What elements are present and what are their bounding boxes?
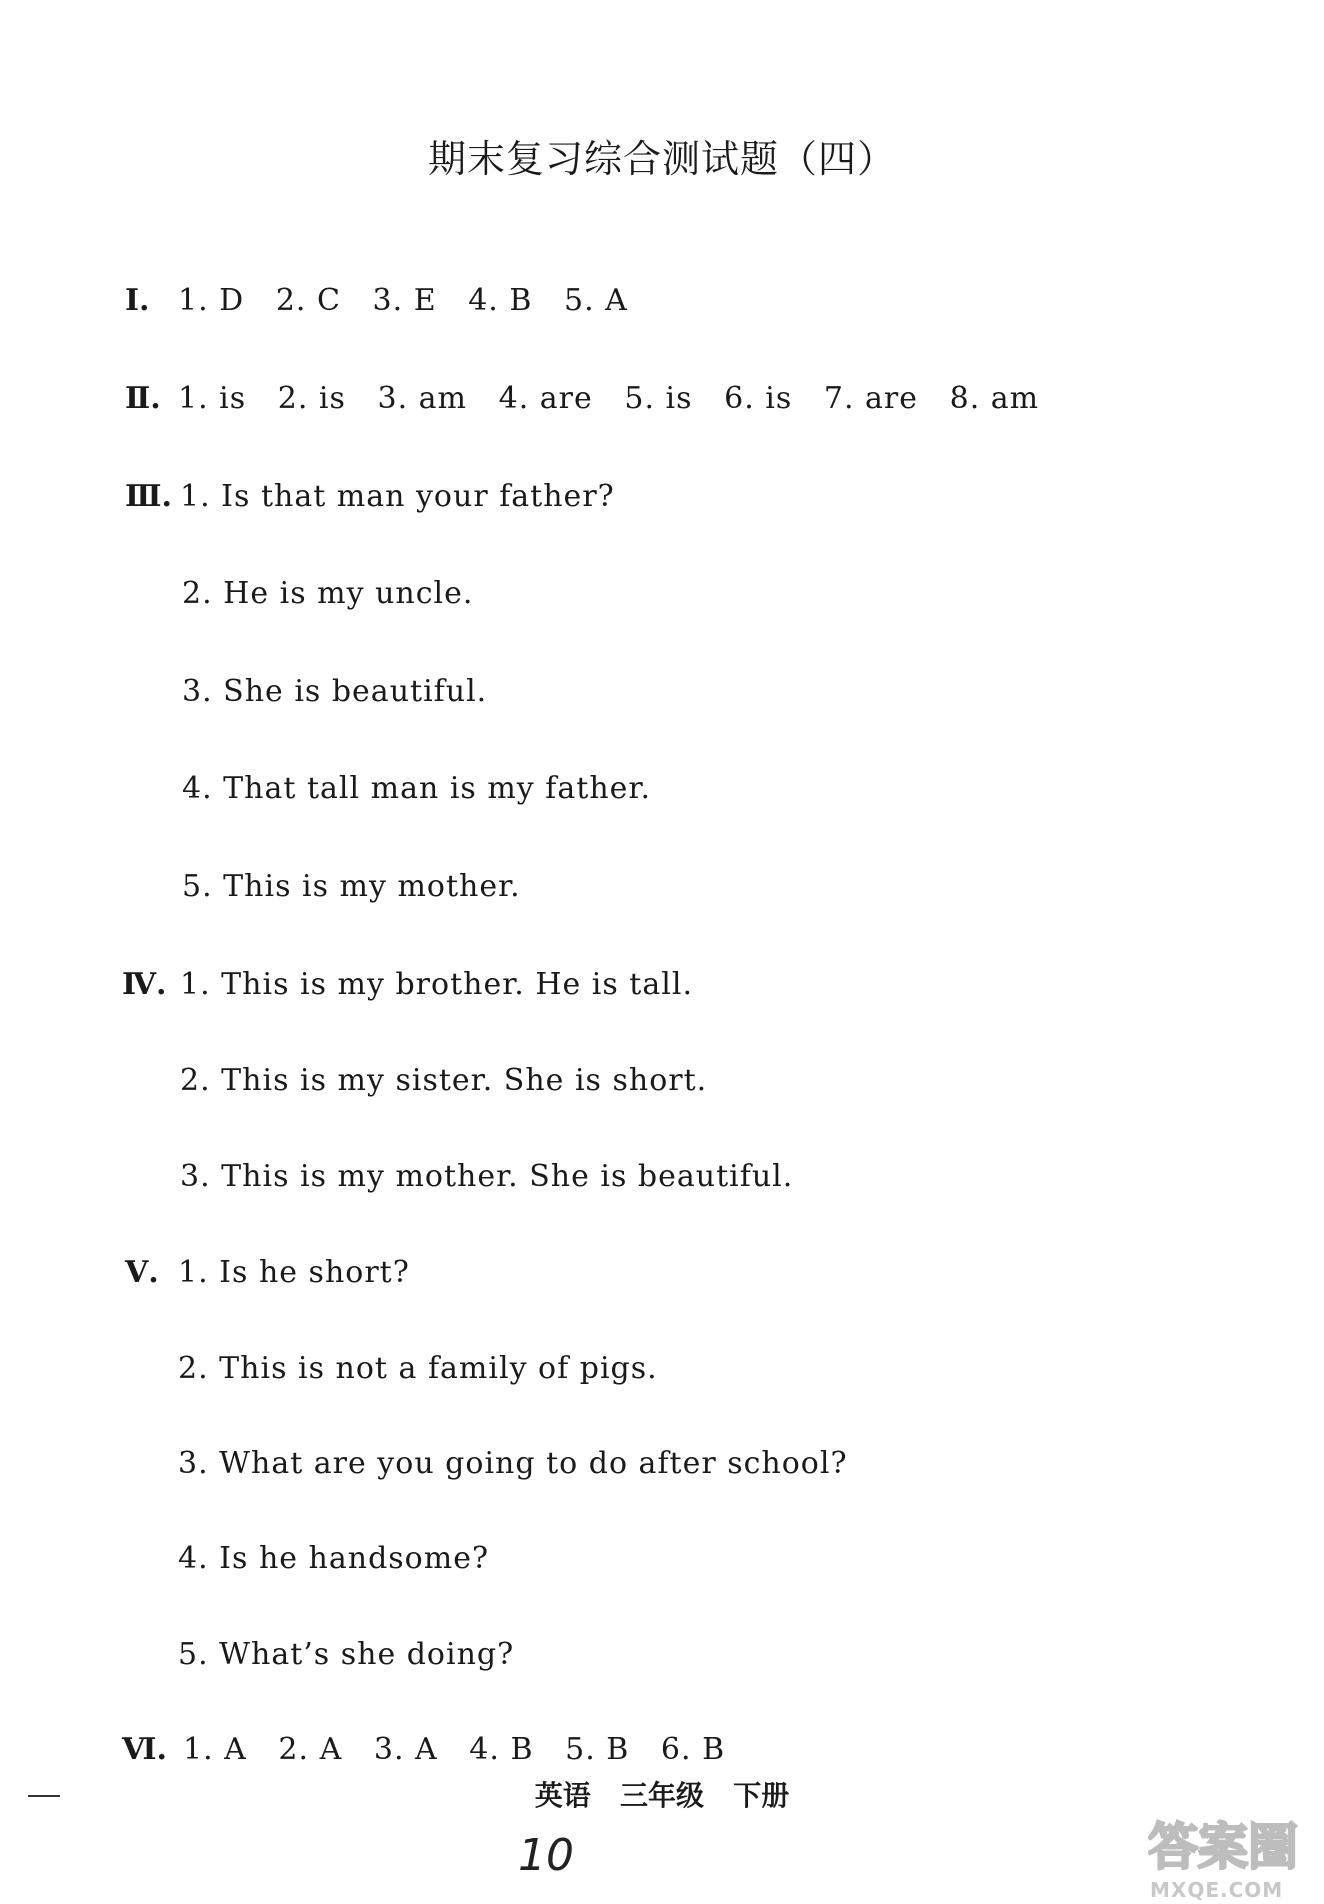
section-1-numeral: Ⅰ. [125,283,150,318]
section-4-answer-2: 2. This is my sister. She is short. [180,1063,708,1098]
watermark-url: MXQE.COM [1150,1878,1284,1902]
section-5-answer-2: 2. This is not a family of pigs. [178,1351,658,1386]
section-3-numeral: Ⅲ. [125,479,172,514]
footer-grade: 三年级 [619,1779,704,1812]
section-1-answers: 1. D 2. C 3. E 4. B 5. A [178,283,628,318]
section-2-answers: 1. is 2. is 3. am 4. are 5. is 6. is 7. are 8. am [178,381,1040,416]
section-6-numeral: Ⅵ. [122,1732,167,1767]
section-2-numeral: Ⅱ. [125,381,161,416]
section-6-answers: 1. A 2. A 3. A 4. B 5. B 6. B [183,1732,726,1767]
footer-subject: 英语 [534,1779,591,1812]
section-5-answer-3: 3. What are you going to do after school? [178,1446,848,1481]
section-3-answer-4: 4. That tall man is my father. [182,771,651,806]
section-5-answer-4: 4. Is he handsome? [178,1541,490,1576]
handwritten-page-number: 10 [518,1830,574,1881]
footer-volume: 下册 [733,1779,790,1812]
section-5-answer-1: 1. Is he short? [178,1255,410,1290]
section-4-answer-1: 1. This is my brother. He is tall. [180,967,693,1002]
page-title: 期末复习综合测试题（四） [427,137,896,181]
section-5-answer-5: 5. What’s she doing? [178,1637,515,1672]
svg-text:答案圈: 答案圈 [1148,1818,1298,1876]
section-3-answer-2: 2. He is my uncle. [182,576,474,611]
section-4-answer-3: 3. This is my mother. She is beautiful. [180,1159,794,1194]
watermark-logo [1148,1816,1318,1876]
section-5-numeral: Ⅴ. [125,1255,159,1290]
section-4-numeral: Ⅳ. [122,967,167,1002]
section-3-answer-1: 1. Is that man your father? [180,479,615,514]
section-3-answer-3: 3. She is beautiful. [182,674,488,709]
footer-book-info [0,1774,1324,1814]
section-3-answer-5: 5. This is my mother. [182,869,521,904]
